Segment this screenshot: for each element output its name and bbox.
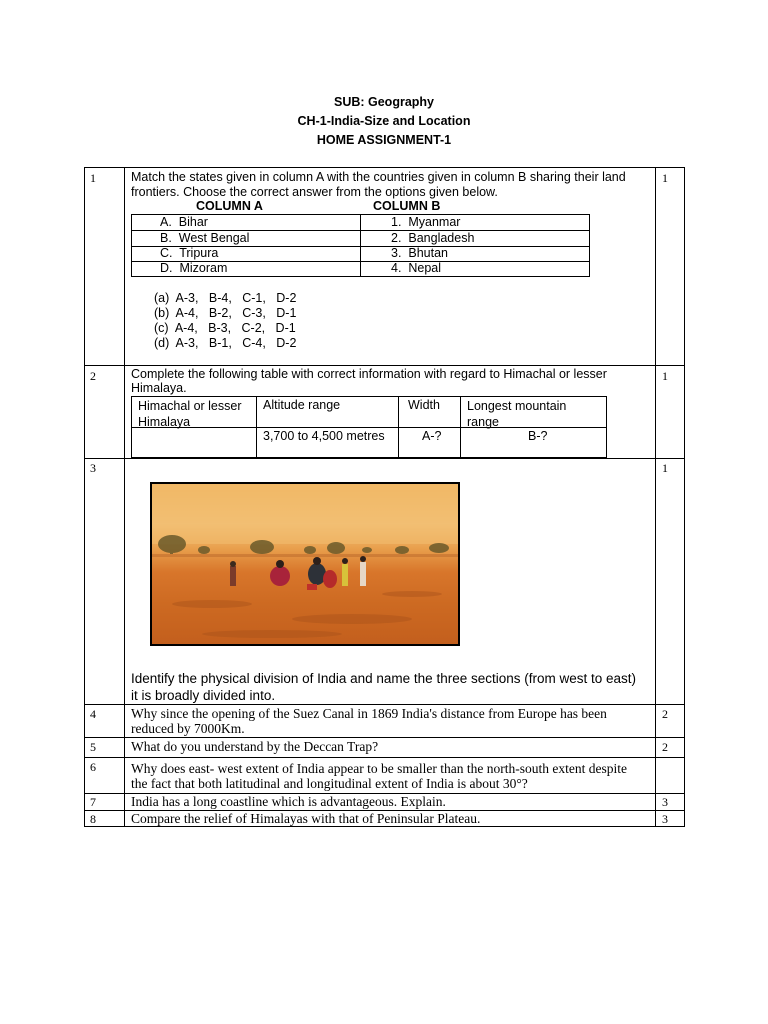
question-marks: 2 <box>662 740 668 754</box>
question-text-line2: frontiers. Choose the correct answer from the options given below. <box>131 185 498 199</box>
question-marks: 2 <box>662 707 668 721</box>
question-text-line2: reduced by 7000Km. <box>131 721 245 736</box>
question-number: 6 <box>90 760 96 774</box>
column-b-item: 1. Myanmar <box>391 215 461 229</box>
plains-photo <box>150 482 460 646</box>
question-text-line2: Himalaya. <box>131 381 187 395</box>
question-text-line1: Compare the relief of Himalayas with that of Peninsular Plateau. <box>131 811 481 826</box>
question-number: 5 <box>90 740 96 754</box>
question-number: 3 <box>90 461 96 475</box>
column-a-header: COLUMN A <box>196 199 263 213</box>
question-number: 1 <box>90 171 96 185</box>
question-marks: 3 <box>662 795 668 809</box>
question-marks: 1 <box>662 461 668 475</box>
column-a-item: A. Bihar <box>160 215 208 229</box>
assignment-heading: HOME ASSIGNMENT-1 <box>316 133 452 147</box>
question-number: 4 <box>90 707 96 721</box>
table-header: Width <box>408 398 440 412</box>
subject-heading: SUB: Geography <box>333 95 434 109</box>
question-number: 7 <box>90 795 96 809</box>
answer-option: (b) A-4, B-2, C-3, D-1 <box>154 306 297 320</box>
answer-option: (a) A-3, B-4, C-1, D-2 <box>154 291 297 305</box>
question-text-line2: the fact that both latitudinal and longitudinal extent of India is about 30°? <box>131 776 528 791</box>
column-b-item: 2. Bangladesh <box>391 231 475 245</box>
table-header: Longest mountain range <box>467 399 567 429</box>
question-marks: 1 <box>662 171 668 185</box>
chapter-heading: CH-1-India-Size and Location <box>297 114 471 128</box>
question-number: 2 <box>90 369 96 383</box>
table-cell: B-? <box>528 429 548 443</box>
column-a-item: D. Mizoram <box>160 261 228 275</box>
question-marks: 3 <box>662 812 668 826</box>
question-text-line1: Why since the opening of the Suez Canal in 1869 India's distance from Europe has been <box>131 706 607 721</box>
question-text-line1: What do you understand by the Deccan Trap? <box>131 739 379 754</box>
column-b-item: 3. Bhutan <box>391 246 448 260</box>
answer-option: (c) A-4, B-3, C-2, D-1 <box>154 321 296 335</box>
table-header: Altitude range <box>263 398 341 412</box>
question-number: 8 <box>90 812 96 826</box>
column-b-header: COLUMN B <box>373 199 441 213</box>
table-cell: A-? <box>422 429 442 443</box>
question-text-line1: Identify the physical division of India and name the three sections (from west to east) <box>131 671 637 686</box>
question-text-line1: Complete the following table with correct information with regard to Himachal or lesser <box>131 367 607 381</box>
answer-option: (d) A-3, B-1, C-4, D-2 <box>154 336 297 350</box>
question-text-line1: India has a long coastline which is advantageous. Explain. <box>131 794 446 809</box>
question-marks: 1 <box>662 369 668 383</box>
question-text-line2: it is broadly divided into. <box>131 688 276 703</box>
question-text-line1: Match the states given in column A with the countries given in column B sharing their land <box>131 170 626 184</box>
table-header: Himachal or lesser Himalaya <box>138 399 242 429</box>
question-text-line1: Why does east- west extent of India appear to be smaller than the north-south extent despite <box>131 761 627 776</box>
column-a-item: C. Tripura <box>160 246 219 260</box>
column-a-item: B. West Bengal <box>160 231 250 245</box>
table-cell: 3,700 to 4,500 metres <box>263 429 385 443</box>
column-b-item: 4. Nepal <box>391 261 442 275</box>
